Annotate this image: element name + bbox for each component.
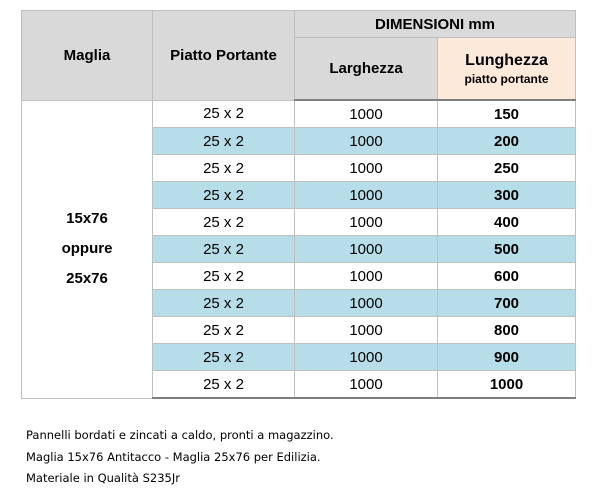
note-line: Maglia 15x76 Antitacco - Maglia 25x76 per Edilizia. [26, 449, 321, 464]
cell-lunghezza: 900 [438, 344, 576, 371]
maglia-line-3: 25x76 [66, 270, 108, 287]
header-lunghezza [438, 38, 576, 101]
cell-larghezza: 1000 [295, 371, 438, 399]
header-piatto-portante: Piatto Portante [153, 11, 295, 101]
cell-larghezza: 1000 [295, 182, 438, 209]
cell-larghezza: 1000 [295, 128, 438, 155]
cell-lunghezza: 400 [438, 209, 576, 236]
note-line: Pannelli bordati e zincati a caldo, pronti a magazzino. [26, 428, 334, 442]
cell-lunghezza: 200 [438, 128, 576, 155]
maglia-cell [22, 100, 153, 398]
cell-piatto: 25 x 2 [153, 317, 295, 344]
header-larghezza: Larghezza [295, 38, 438, 101]
cell-lunghezza: 600 [438, 263, 576, 290]
cell-larghezza: 1000 [295, 344, 438, 371]
cell-larghezza: 1000 [295, 209, 438, 236]
header-lunghezza-sublabel: piatto portante [464, 71, 549, 86]
cell-lunghezza: 1000 [438, 371, 576, 399]
cell-piatto: 25 x 2 [153, 100, 295, 128]
cell-piatto: 25 x 2 [153, 263, 295, 290]
cell-lunghezza: 800 [438, 317, 576, 344]
cell-piatto: 25 x 2 [153, 290, 295, 317]
cell-larghezza: 1000 [295, 290, 438, 317]
cell-larghezza: 1000 [295, 263, 438, 290]
cell-lunghezza: 250 [438, 155, 576, 182]
cell-piatto: 25 x 2 [153, 155, 295, 182]
cell-larghezza: 1000 [295, 155, 438, 182]
maglia-line-2: oppure [61, 240, 113, 257]
header-dimensioni: DIMENSIONI mm [295, 11, 576, 38]
dimensions-table [21, 10, 576, 399]
header-lunghezza-label: Lunghezza [465, 51, 548, 69]
cell-larghezza: 1000 [295, 236, 438, 263]
cell-lunghezza: 700 [438, 290, 576, 317]
note-line: Materiale in Qualità S235Jr [26, 471, 180, 485]
header-maglia: Maglia [22, 11, 153, 101]
cell-larghezza: 1000 [295, 100, 438, 128]
cell-lunghezza: 500 [438, 236, 576, 263]
cell-piatto: 25 x 2 [153, 128, 295, 155]
cell-lunghezza: 150 [438, 100, 576, 128]
maglia-line-1: 15x76 [66, 210, 108, 227]
notes-block [26, 425, 334, 490]
cell-piatto: 25 x 2 [153, 236, 295, 263]
cell-larghezza: 1000 [295, 317, 438, 344]
cell-lunghezza: 300 [438, 182, 576, 209]
cell-piatto: 25 x 2 [153, 209, 295, 236]
cell-piatto: 25 x 2 [153, 344, 295, 371]
cell-piatto: 25 x 2 [153, 371, 295, 399]
cell-piatto: 25 x 2 [153, 182, 295, 209]
